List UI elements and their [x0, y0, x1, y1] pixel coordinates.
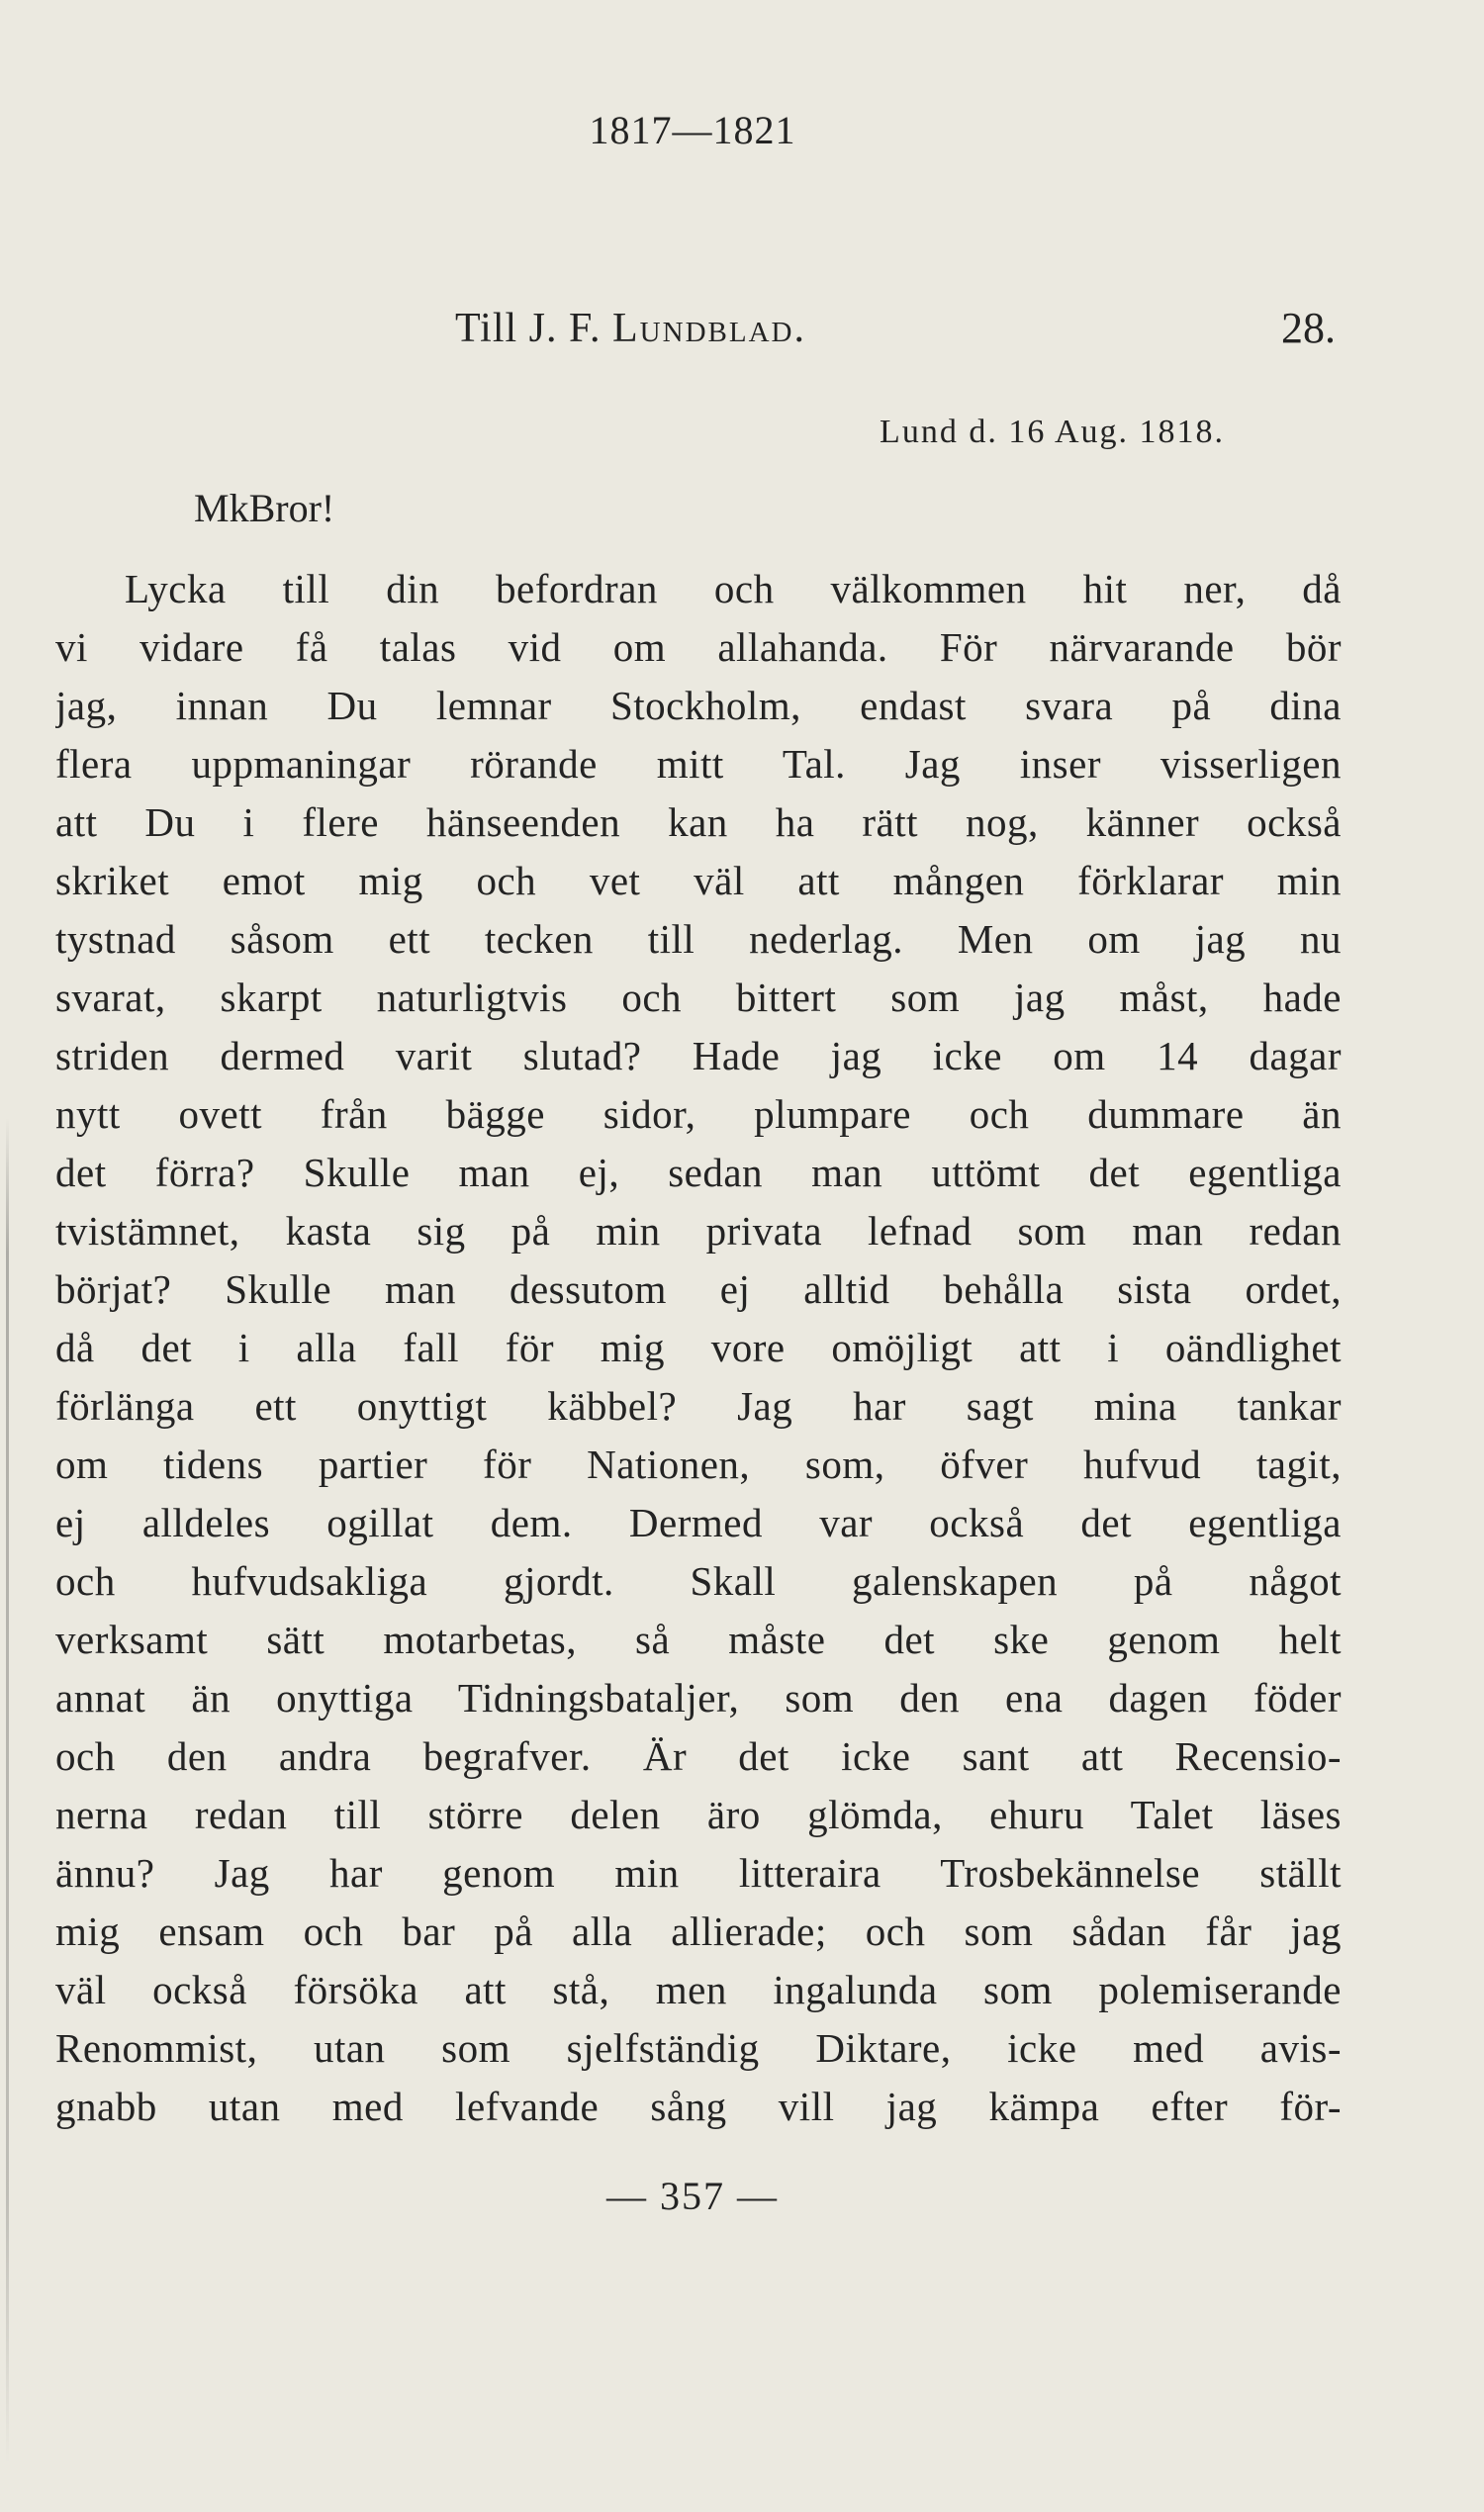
body-line: och hufvudsakliga gjordt. Skall galenskapen på något — [55, 1558, 1342, 1604]
body-line: att Du i flere hänseenden kan ha rätt nog, känner också — [55, 799, 1342, 845]
body-line: tvistämnet, kasta sig på min privata lefnad som man redan — [55, 1208, 1342, 1254]
body-line: det förra? Skulle man ej, sedan man uttömt det egentliga — [55, 1150, 1342, 1195]
letter-number: 28. — [1281, 304, 1336, 352]
letter-recipient-name: Lundblad. — [612, 306, 806, 351]
body-line: om tidens partier för Nationen, som, öfver hufvud tagit, — [55, 1442, 1342, 1487]
letter-body — [55, 560, 1342, 2136]
body-line: svarat, skarpt naturligtvis och bittert som jag måst, hade — [55, 975, 1342, 1020]
body-line: mig ensam och bar på alla allierade; och som sådan får jag — [55, 1908, 1342, 1954]
letter-heading — [455, 305, 806, 352]
body-line: Lycka till din befordran och välkommen hit ner, då — [125, 566, 1342, 611]
body-line: ännu? Jag har genom min litteraira Trosbekännelse ställt — [55, 1850, 1342, 1896]
body-line: skriket emot mig och vet väl att mången förklarar min — [55, 858, 1342, 903]
body-line: jag, innan Du lemnar Stockholm, endast svara på dina — [55, 683, 1342, 728]
body-line: vi vidare få talas vid om allahanda. För närvarande bör — [55, 624, 1342, 670]
body-line: Renommist, utan som sjelfständig Diktare, icke med avis- — [55, 2025, 1342, 2071]
letter-heading-prefix: Till J. F. — [455, 306, 613, 351]
body-line: annat än onyttiga Tidningsbataljer, som den ena dagen föder — [55, 1675, 1342, 1721]
body-line: nytt ovett från bägge sidor, plumpare och dummare än — [55, 1091, 1342, 1137]
body-line: nerna redan till större delen äro glömda, ehuru Talet läses — [55, 1792, 1342, 1837]
body-line: gnabb utan med lefvande sång vill jag kämpa efter för- — [55, 2084, 1342, 2129]
body-line: börjat? Skulle man dessutom ej alltid behålla sista ordet, — [55, 1266, 1342, 1312]
body-line: flera uppmaningar rörande mitt Tal. Jag inser visserligen — [55, 741, 1342, 787]
gutter-shadow — [6, 1118, 9, 2464]
page-number: — 357 — — [606, 2174, 779, 2218]
body-line: tystnad såsom ett tecken till nederlag. Men om jag nu — [55, 916, 1342, 962]
body-line: väl också försöka att stå, men ingalunda som polemiserande — [55, 1967, 1342, 2012]
body-line: då det i alla fall för mig vore omöjligt att i oändlighet — [55, 1325, 1342, 1370]
running-head: 1817—1821 — [589, 108, 796, 152]
body-line: förlänga ett onyttigt käbbel? Jag har sagt mina tankar — [55, 1383, 1342, 1429]
body-line: ej alldeles ogillat dem. Dermed var också det egentliga — [55, 1500, 1342, 1545]
body-line: verksamt sätt motarbetas, så måste det ske genom helt — [55, 1617, 1342, 1662]
dateline: Lund d. 16 Aug. 1818. — [880, 414, 1225, 450]
salutation: MkBror! — [194, 486, 335, 530]
body-line: striden dermed varit slutad? Hade jag icke om 14 dagar — [55, 1033, 1342, 1078]
body-line: och den andra begrafver. Är det icke sant att Recensio- — [55, 1733, 1342, 1779]
